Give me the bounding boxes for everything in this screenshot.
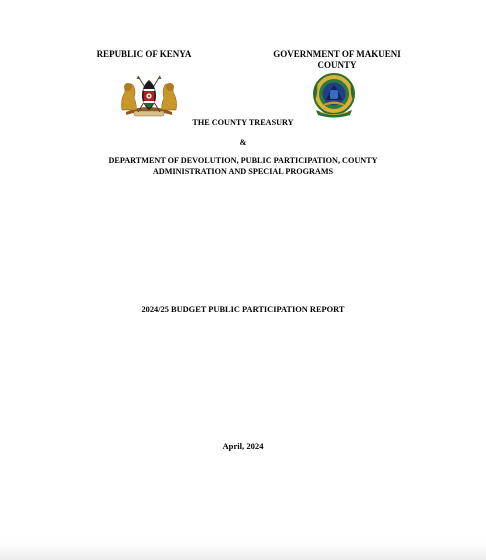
report-date: April, 2024 [222, 441, 264, 451]
report-title: 2024/25 BUDGET PUBLIC PARTICIPATION REPORT [141, 305, 345, 314]
government-of-makueni-line2: COUNTY [317, 60, 357, 70]
republic-of-kenya-text: REPUBLIC OF KENYA [96, 49, 192, 59]
government-of-makueni-heading [262, 49, 412, 71]
department-line1: DEPARTMENT OF DEVOLUTION, PUBLIC PARTICIPATION, COUNTY [108, 156, 378, 165]
department-heading [60, 156, 426, 177]
county-treasury-heading: THE COUNTY TREASURY [192, 118, 294, 127]
department-line2: ADMINISTRATION AND SPECIAL PROGRAMS [152, 166, 334, 176]
makueni-county-seal-icon [310, 72, 358, 118]
government-of-makueni-line1: GOVERNMENT OF MAKUENI [273, 49, 401, 59]
page-bottom-edge [0, 542, 486, 560]
kenya-coat-of-arms-icon [116, 72, 182, 118]
ampersand-text: & [239, 138, 247, 147]
republic-of-kenya-heading [88, 49, 200, 60]
